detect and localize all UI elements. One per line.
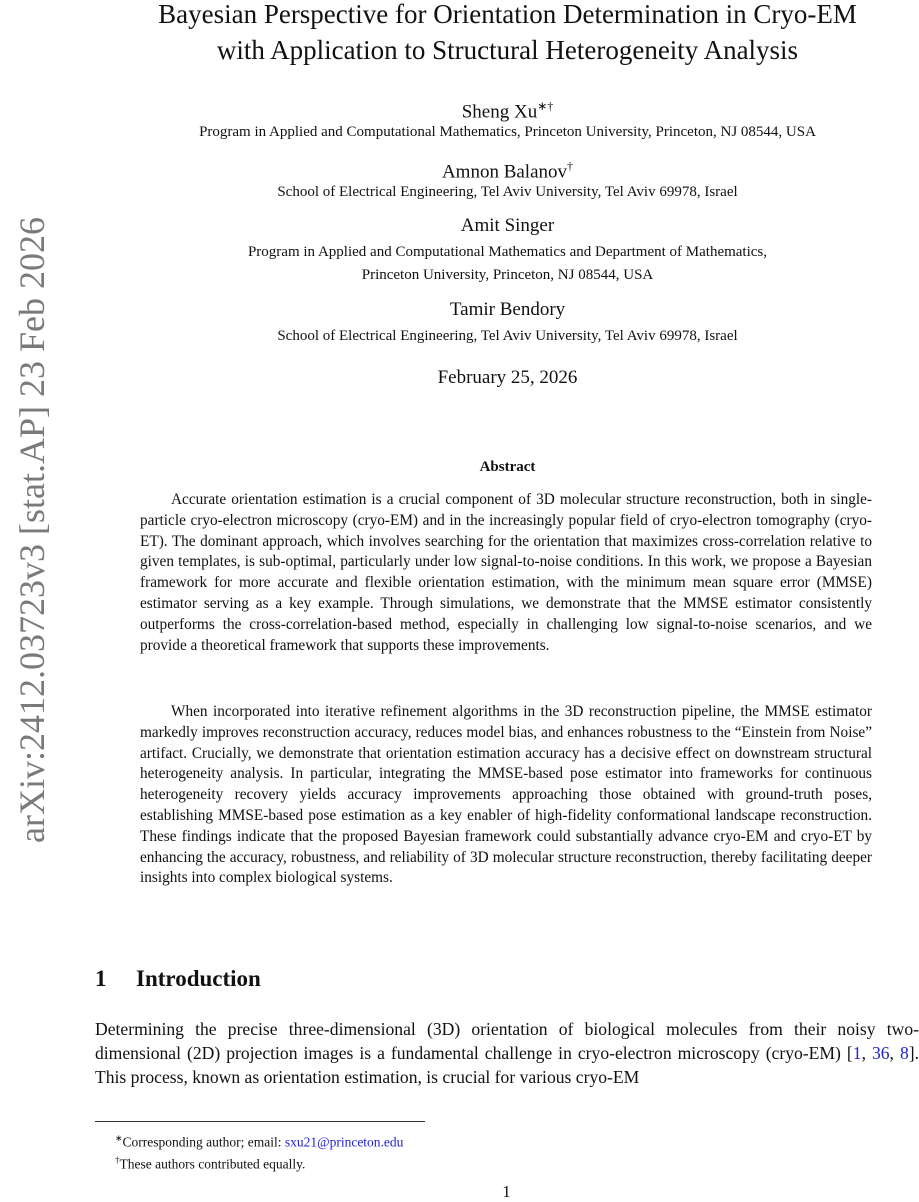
author-3-name: Amit Singer (460, 215, 555, 236)
title-line-1: Bayesian Perspective for Orientation Determination in Cryo-EM (158, 0, 857, 29)
abstract-heading: Abstract (479, 459, 536, 475)
author-4-affiliation: School of Electrical Engineering, Tel Aviv University, Tel Aviv 69978, Israel (277, 328, 738, 344)
author-2-mark: † (567, 159, 574, 173)
paper-date: February 25, 2026 (437, 367, 578, 388)
section-number: 1 (95, 966, 107, 991)
author-3-affiliation-line-2: Princeton University, Princeton, NJ 08544, USA (361, 267, 654, 283)
abstract-paragraph-2: When incorporated into iterative refinement algorithms in the 3D reconstruction pipeline, the MMSE estimator markedly improves reconstruction accuracy, reduces model bias, and enhances robustness to the “Einstein from Noise” artifact. Crucially, we demonstrate that orientation estimation accuracy has a decisive effect on downstream structural heterogeneity analysis. In particular, integrating the MMSE-based pose estimator into frameworks for continuous heterogeneity recovery yields accuracy improvements approaching those obtained with ground-truth poses, establishing MMSE-based pose estimation as a key enabler of high-fidelity conformational landscape reconstruction. These findings indicate that the proposed Bayesian framework could substantially advance cryo-EM and cryo-ET by enhancing the accuracy, robustness, and reliability of 3D molecular structure reconstruction, thereby facilitating deeper insights into complex biological systems. (140, 703, 872, 887)
footnote-divider (95, 1121, 425, 1122)
section-title: Introduction (136, 966, 261, 991)
author-4 (90, 298, 919, 322)
author-2-name: Amnon Balanov (441, 161, 568, 183)
citation-link[interactable]: 1 (852, 1043, 862, 1063)
footnote-2: †These authors contributed equally. (115, 1155, 306, 1172)
author-4-name: Tamir Bendory (449, 299, 566, 320)
abstract-paragraph-1: Accurate orientation estimation is a crucial component of 3D molecular structure reconstruction, both in single-particle cryo-electron microscopy (cryo-EM) and in the increasingly popular field of cryo-electron tomography (cryo-ET). The dominant approach, which involves searching for the orientation that maximizes cross-correlation relative to given templates, is sub-optimal, particularly under low signal-to-noise conditions. In this work, we propose a Bayesian framework for more accurate and flexible orientation estimation, with the minimum mean square error (MMSE) estimator serving as a key example. Through simulations, we demonstrate that the MMSE estimator consistently outperforms the cross-correlation-based method, especially in challenging low signal-to-noise scenarios, and we provide a theoretical framework that supports these improvements. (140, 491, 872, 654)
page-number: 1 (502, 1182, 511, 1201)
author-2 (90, 154, 919, 184)
arxiv-sidebar-stamp: arXiv:2412.03723v3 [stat.AP] 23 Feb 2026 (12, 217, 52, 843)
author-3-affiliation-line-1: Program in Applied and Computational Mathematics and Department of Mathematics, (247, 244, 768, 260)
intro-paragraph: Determining the precise three-dimensional (3D) orientation of biological molecules from their noisy two-dimensional (2D) projection images is a fundamental challenge in cryo-electron microscopy (cryo-EM) [1, 36, 8]. This process, known as orientation estimation, is crucial for various cryo-EM (95, 1019, 919, 1087)
author-2-affiliation: School of Electrical Engineering, Tel Aviv University, Tel Aviv 69978, Israel (277, 184, 738, 200)
footnote-1: ∗Corresponding author; email: sxu21@princeton.edu (115, 1133, 404, 1150)
author-1-name: Sheng Xu (461, 101, 538, 123)
email-link[interactable]: sxu21@princeton.edu (284, 1134, 404, 1150)
citation-link[interactable]: 36 (871, 1043, 890, 1063)
section-heading (95, 966, 261, 992)
citation-link[interactable]: 8 (899, 1043, 909, 1063)
author-1-affiliation: Program in Applied and Computational Mathematics, Princeton University, Princeton, NJ 08544, USA (199, 124, 816, 140)
author-1-mark: ∗† (537, 99, 554, 113)
author-3 (90, 214, 919, 238)
paper-title (90, 0, 919, 68)
author-1 (90, 94, 919, 124)
title-line-2: with Application to Structural Heterogeneity Analysis (216, 35, 799, 65)
